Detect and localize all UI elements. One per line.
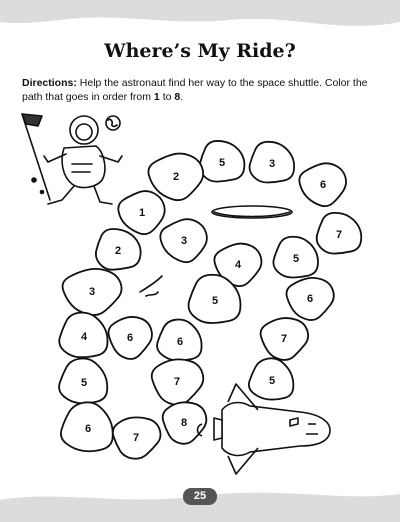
rock-number: 6 — [319, 179, 327, 191]
rock-stone[interactable] — [261, 318, 309, 360]
rock-number: 1 — [138, 207, 146, 219]
range-join: to — [162, 91, 172, 103]
rock-number: 4 — [234, 259, 242, 271]
rock-number: 6 — [306, 293, 314, 305]
rock-stone[interactable] — [96, 229, 141, 270]
rock-stone[interactable] — [59, 313, 107, 358]
rock-number: 3 — [180, 235, 188, 247]
earth-icon — [106, 116, 120, 130]
rock-stone[interactable] — [273, 237, 318, 278]
rock-stone[interactable] — [148, 154, 203, 201]
rock-stone[interactable] — [118, 191, 164, 234]
rock-number: 8 — [180, 417, 188, 429]
rock-number: 7 — [280, 333, 288, 345]
rock-number: 5 — [218, 157, 226, 169]
rock-number: 5 — [80, 377, 88, 389]
rock-number: 6 — [176, 336, 184, 348]
rock-stone[interactable] — [63, 269, 122, 315]
rock-number: 7 — [335, 229, 343, 241]
rock-stone[interactable] — [286, 278, 333, 320]
rock-stone[interactable] — [249, 358, 293, 399]
crater-icon — [212, 206, 292, 218]
rock-stone[interactable] — [299, 163, 346, 206]
rock-number: 3 — [88, 286, 96, 298]
rock-number: 5 — [268, 375, 276, 387]
rock-number: 7 — [173, 376, 181, 388]
rock-number: 5 — [292, 253, 300, 265]
range-end: 8 — [174, 91, 181, 103]
directions-body: Help the astronaut find her way to the space shuttle. Color the path that goes in order from — [22, 77, 368, 103]
rock-stone[interactable] — [113, 417, 161, 458]
range-start: 1 — [153, 91, 160, 103]
rock-number: 6 — [84, 423, 92, 435]
rock-number: 4 — [80, 331, 88, 343]
page-number: 25 — [193, 490, 207, 502]
rock-number: 7 — [132, 432, 140, 444]
rock-number: 2 — [114, 245, 122, 257]
rock-stone[interactable] — [157, 319, 202, 360]
rock-number: 2 — [172, 171, 180, 183]
rock-stone[interactable] — [317, 213, 362, 254]
page-title: Where’s My Ride? — [104, 40, 296, 62]
rock-stone[interactable] — [163, 402, 207, 444]
rock-stone[interactable] — [108, 317, 151, 359]
rock-stone[interactable] — [152, 359, 204, 404]
rocks-layer — [59, 141, 361, 459]
rock-stone[interactable] — [59, 358, 107, 403]
rock-stone[interactable] — [250, 142, 295, 183]
rock-number: 6 — [126, 332, 134, 344]
rock-stone[interactable] — [160, 219, 207, 262]
range-period: . — [180, 91, 184, 103]
rock-number: 5 — [211, 295, 219, 307]
rock-stone[interactable] — [61, 402, 113, 451]
rock-number: 3 — [268, 158, 276, 170]
directions-label: Directions: — [22, 77, 77, 89]
rock-stone[interactable] — [200, 141, 245, 182]
